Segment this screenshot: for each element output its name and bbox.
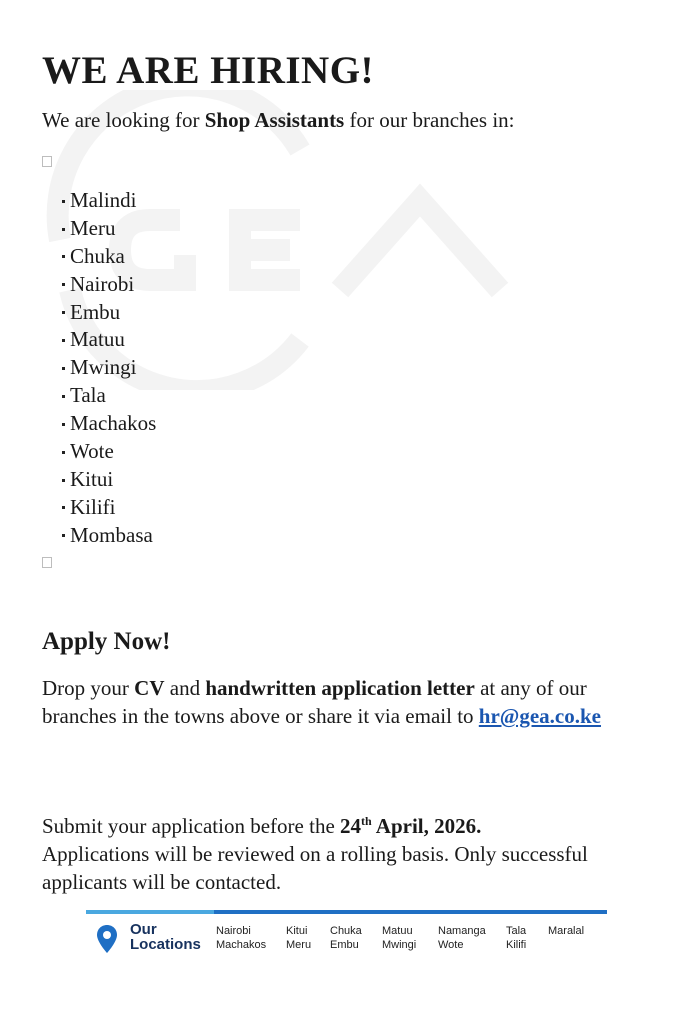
town-item — [62, 410, 156, 438]
bullet-icon — [62, 423, 65, 426]
footer-location-column — [286, 924, 311, 952]
footer-bar-dark — [214, 910, 607, 914]
broken-image-icon — [42, 557, 52, 568]
footer-location-name: Nairobi — [216, 925, 251, 937]
bullet-icon — [62, 311, 65, 314]
bullet-icon — [62, 228, 65, 231]
job-role: Shop Assistants — [204, 108, 345, 132]
footer-location-name: Wote — [438, 939, 464, 951]
page-title: WE ARE HIRING! — [42, 49, 375, 92]
bullet-icon — [62, 451, 65, 454]
location-pin-icon — [96, 924, 118, 954]
footer-location-column — [330, 924, 362, 952]
footer-location-name: Mwingi — [382, 939, 417, 951]
footer-location-name: Embu — [330, 939, 359, 951]
apply-instructions: Drop your CV and handwritten application letter at any of our branches in the towns above or share it via email to hr@gea.co.ke — [42, 676, 601, 728]
footer-location-name: Tala — [506, 925, 527, 937]
town-item — [62, 494, 156, 522]
bullet-icon — [62, 506, 65, 509]
footer-location-name: Machakos — [216, 939, 267, 951]
town-name: Malindi — [70, 188, 137, 212]
footer-location-name: Matuu — [382, 925, 413, 937]
town-name: Mwingi — [70, 355, 137, 380]
town-item — [62, 522, 156, 550]
town-name: Wote — [70, 439, 114, 464]
town-name: Machakos — [70, 411, 157, 436]
footer-location-column — [438, 924, 486, 952]
town-item — [62, 271, 156, 299]
footer-location-column — [506, 924, 526, 952]
footer-location-name: Kitui — [286, 925, 308, 937]
town-name: Tala — [70, 383, 106, 408]
town-item — [62, 243, 156, 271]
footer-location-column — [216, 924, 266, 952]
town-name: Embu — [70, 299, 121, 324]
bullet-icon — [62, 395, 65, 398]
town-item — [62, 466, 156, 494]
bullet-icon — [62, 283, 65, 286]
town-item — [62, 187, 156, 215]
town-name: Kitui — [70, 466, 114, 491]
town-item — [62, 382, 156, 410]
apply-heading: Apply Now! — [42, 628, 171, 655]
locations-title: Our Locations — [130, 921, 201, 953]
town-item — [62, 326, 156, 354]
bullet-icon — [62, 367, 65, 370]
town-item — [62, 354, 156, 382]
town-name: Kilifi — [70, 494, 116, 519]
footer-location-name: Chuka — [330, 925, 362, 937]
locations-footer — [86, 910, 607, 960]
footer-bar-light — [86, 910, 214, 914]
footer-location-name: Kilifi — [506, 939, 527, 951]
town-name: Meru — [70, 215, 116, 240]
email-link[interactable]: hr@gea.co.ke — [478, 704, 601, 728]
bullet-icon — [62, 534, 65, 537]
town-item — [62, 299, 156, 327]
deadline-text: Submit your application before the 24th April, 2026. Applications will be reviewed on a rolling basis. Only successful applicants will be contacted. — [42, 814, 588, 894]
town-item — [62, 438, 156, 466]
bullet-icon — [62, 255, 65, 258]
towns-list — [62, 187, 156, 550]
town-name: Chuka — [70, 243, 125, 268]
footer-location-name: Maralal — [548, 925, 585, 937]
footer-location-column — [382, 924, 416, 952]
footer-location-name: Meru — [286, 939, 312, 951]
town-name: Nairobi — [70, 271, 135, 296]
town-name: Matuu — [70, 327, 125, 352]
bullet-icon — [62, 200, 65, 203]
review-note: Applications will be reviewed on a rolling basis. Only successful applicants will be contacted. — [42, 842, 588, 894]
footer-location-column — [548, 924, 584, 952]
footer-location-name: Namanga — [438, 925, 486, 937]
intro-text: We are looking for Shop Assistants for our branches in: — [42, 108, 515, 132]
bullet-icon — [62, 339, 65, 342]
broken-image-icon — [42, 156, 52, 167]
town-name: Mombasa — [70, 522, 153, 547]
bullet-icon — [62, 479, 65, 482]
town-item — [62, 215, 156, 243]
